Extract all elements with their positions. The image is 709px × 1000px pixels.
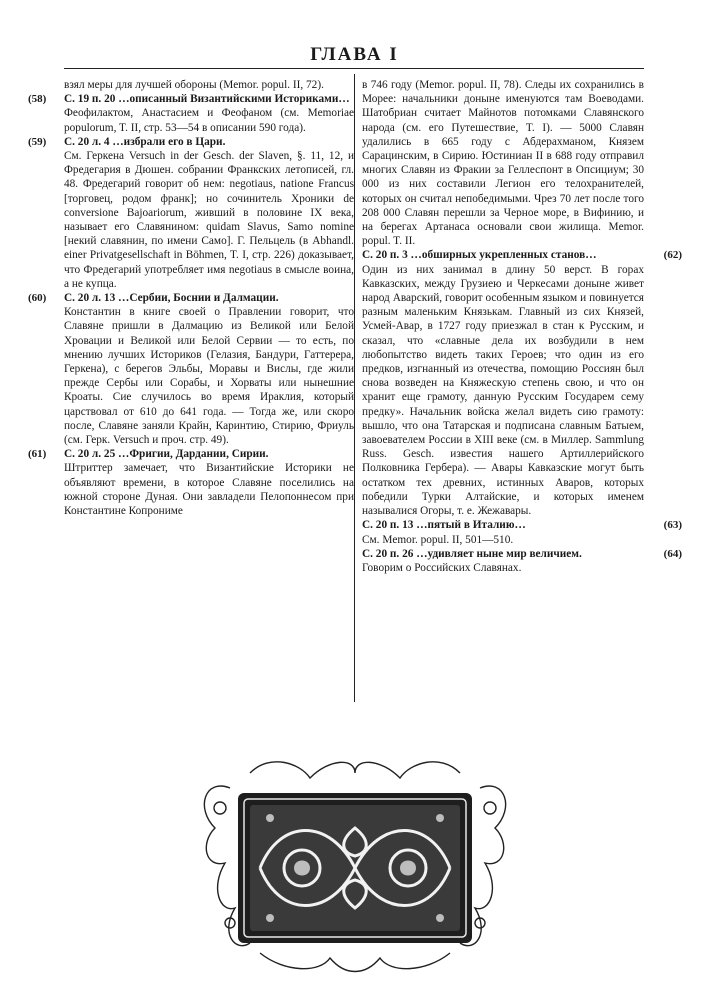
note-number: (61)	[28, 448, 47, 461]
note-number: (64)	[663, 547, 682, 560]
note-number: (62)	[663, 249, 682, 262]
note-body: Константин в книге своей о Правлении говорит, что Славяне пришли в Далмацию из Великой или Белой Хровации и Великой или Белой Сервии — то есть, по мнению лучших Историков (Гелазия, Бандури, Гаттерера, Геркена), с берегов Эльбы, Моравы и Вислы, где жили прежде Сербы или Сорабы, и Хорваты или нынешние Кроаты. Сие случилось во время Ираклия, который царствовал от 610 до 641 года. — Тогда же, или скоро после, Славяне заняли Крайн, Каринтию, Стирию, Фриуль (см. Герк. Versuch и проч. стр. 49).	[64, 306, 354, 447]
right-column	[362, 78, 682, 575]
note-number: (60)	[28, 292, 47, 305]
note-body: Один из них занимал в длину 50 верст. В горах Кавказских, между Грузиею и Черкесами доныне живет народ Аварский, говорит особенным языком и повинуется разным маленьким Князькам. Главный из сих Князей, Усмей-Авар, в 1727 году приезжал в стан к Русским, и сказал, что «славные дела их возбудили в нем любопытство видеть таких Героев; что один из его предков, изгнанный из отечества, помощию Россиян был снова возведен на Княжескую степень свою, и что он хранит еще грамоту, данную Русским Государем сему предку». Начальник войска желал видеть сию грамоту: вышло, что она Татарская и подписана славным Батыем, завоевателем России в XIII веке (см. в Миллер. Sammlung Russ. Gesch. известия нашего Артиллерийского Полковника Гербера). — Авары Кавказские могут быть остатком тех древних, истинных Аваров, которых победили Турки Алтайские, и которых именем называлися Огоры, т. е. Жежавары.	[362, 263, 644, 518]
note-61	[28, 447, 354, 518]
right-intro: в 746 году (Memor. popul. II, 78). Следы их сохранились в Морее: начальники доныне именуются там Воеводами. Шатобриан считает Майнотов потомками Славянского народа (см. его Путешествие, T. I). — 5000 Славян удалились в 665 году с Абдерахманом, Князем Сарацинским, в Сирию. Юстиниан II в 688 году отправил многих Славян из Фракии за Геллеспонт в Опсициум; 30 000 из них составили Легион его телохранителей, которых он считал непобедимыми. Чрез 70 лет после того 208 000 Славян перешли за Черное море, в Вифинию, и на берегах Артанаса основали свои жилища. Memor. popul. T. II.	[362, 79, 644, 248]
note-body: См. Memor. popul. II, 501—510.	[362, 533, 514, 546]
note-60	[28, 291, 354, 447]
note-body: Штриттер замечает, что Византийские Историки не объявляют времени, в которое Славяне поселились на южной стороне Дуная. Они завладели Пелопоннесом при Константине Копрониме	[64, 462, 354, 518]
note-heading: С. 20 п. 13 …пятый в Италию…	[362, 519, 526, 532]
left-column	[28, 78, 354, 518]
note-heading: С. 20 п. 3 …обширных укрепленных станов…	[362, 249, 597, 262]
note-63	[362, 518, 682, 546]
note-number: (59)	[28, 135, 47, 148]
title-rule	[64, 68, 644, 69]
note-heading: С. 20 п. 26 …удивляет ныне мир величием.	[362, 547, 582, 560]
note-body: См. Геркена Versuch in der Gesch. der Slaven, §. 11, 12, и Фредегария в Дюшен. собрании Франкских летописей, гл. 48. Фредегарий говорит об нем: negotiaus, natione Francus [торговец, родом франк]; но сочинитель Хроники de conversione Bajoariorum, живший в половине IX века, называет его Славянином: quidam Slavus, Samo nomine [некий славянин, по имени Само]. Г. Пельцель (в Abhandl. einer Privatgesellschaft in Böhmen, T. I, стр. 226) доказывает, что Фредегарий употребляет имя negotiaus в смысле воина, а не купца.	[64, 150, 354, 290]
note-body: Феофилактом, Анастасием и Феофаном (см. Memoriae populorum, T. II, стр. 53—54 в описании 590 года).	[64, 107, 354, 134]
note-heading: С. 20 л. 25 …Фригии, Дардании, Сирии.	[64, 448, 269, 461]
left-intro: взял меры для лучшей обороны (Memor. popul. II, 72).	[64, 79, 324, 91]
page-title: ГЛАВА I	[310, 44, 399, 65]
column-divider	[354, 74, 355, 702]
decorative-ornament	[190, 748, 520, 983]
note-heading: С. 19 п. 20 …описанный Византийскими Историками…	[64, 93, 350, 106]
note-number: (58)	[28, 93, 47, 106]
note-heading: С. 20 л. 13 …Сербии, Боснии и Далмации.	[64, 292, 279, 305]
note-59	[28, 135, 354, 291]
note-number: (63)	[663, 519, 682, 532]
note-body: Говорим о Российских Славянах.	[362, 561, 522, 574]
note-heading: С. 20 л. 4 …избрали его в Цари.	[64, 135, 226, 148]
note-62	[362, 248, 682, 518]
note-58	[28, 92, 354, 135]
note-64	[362, 547, 682, 575]
